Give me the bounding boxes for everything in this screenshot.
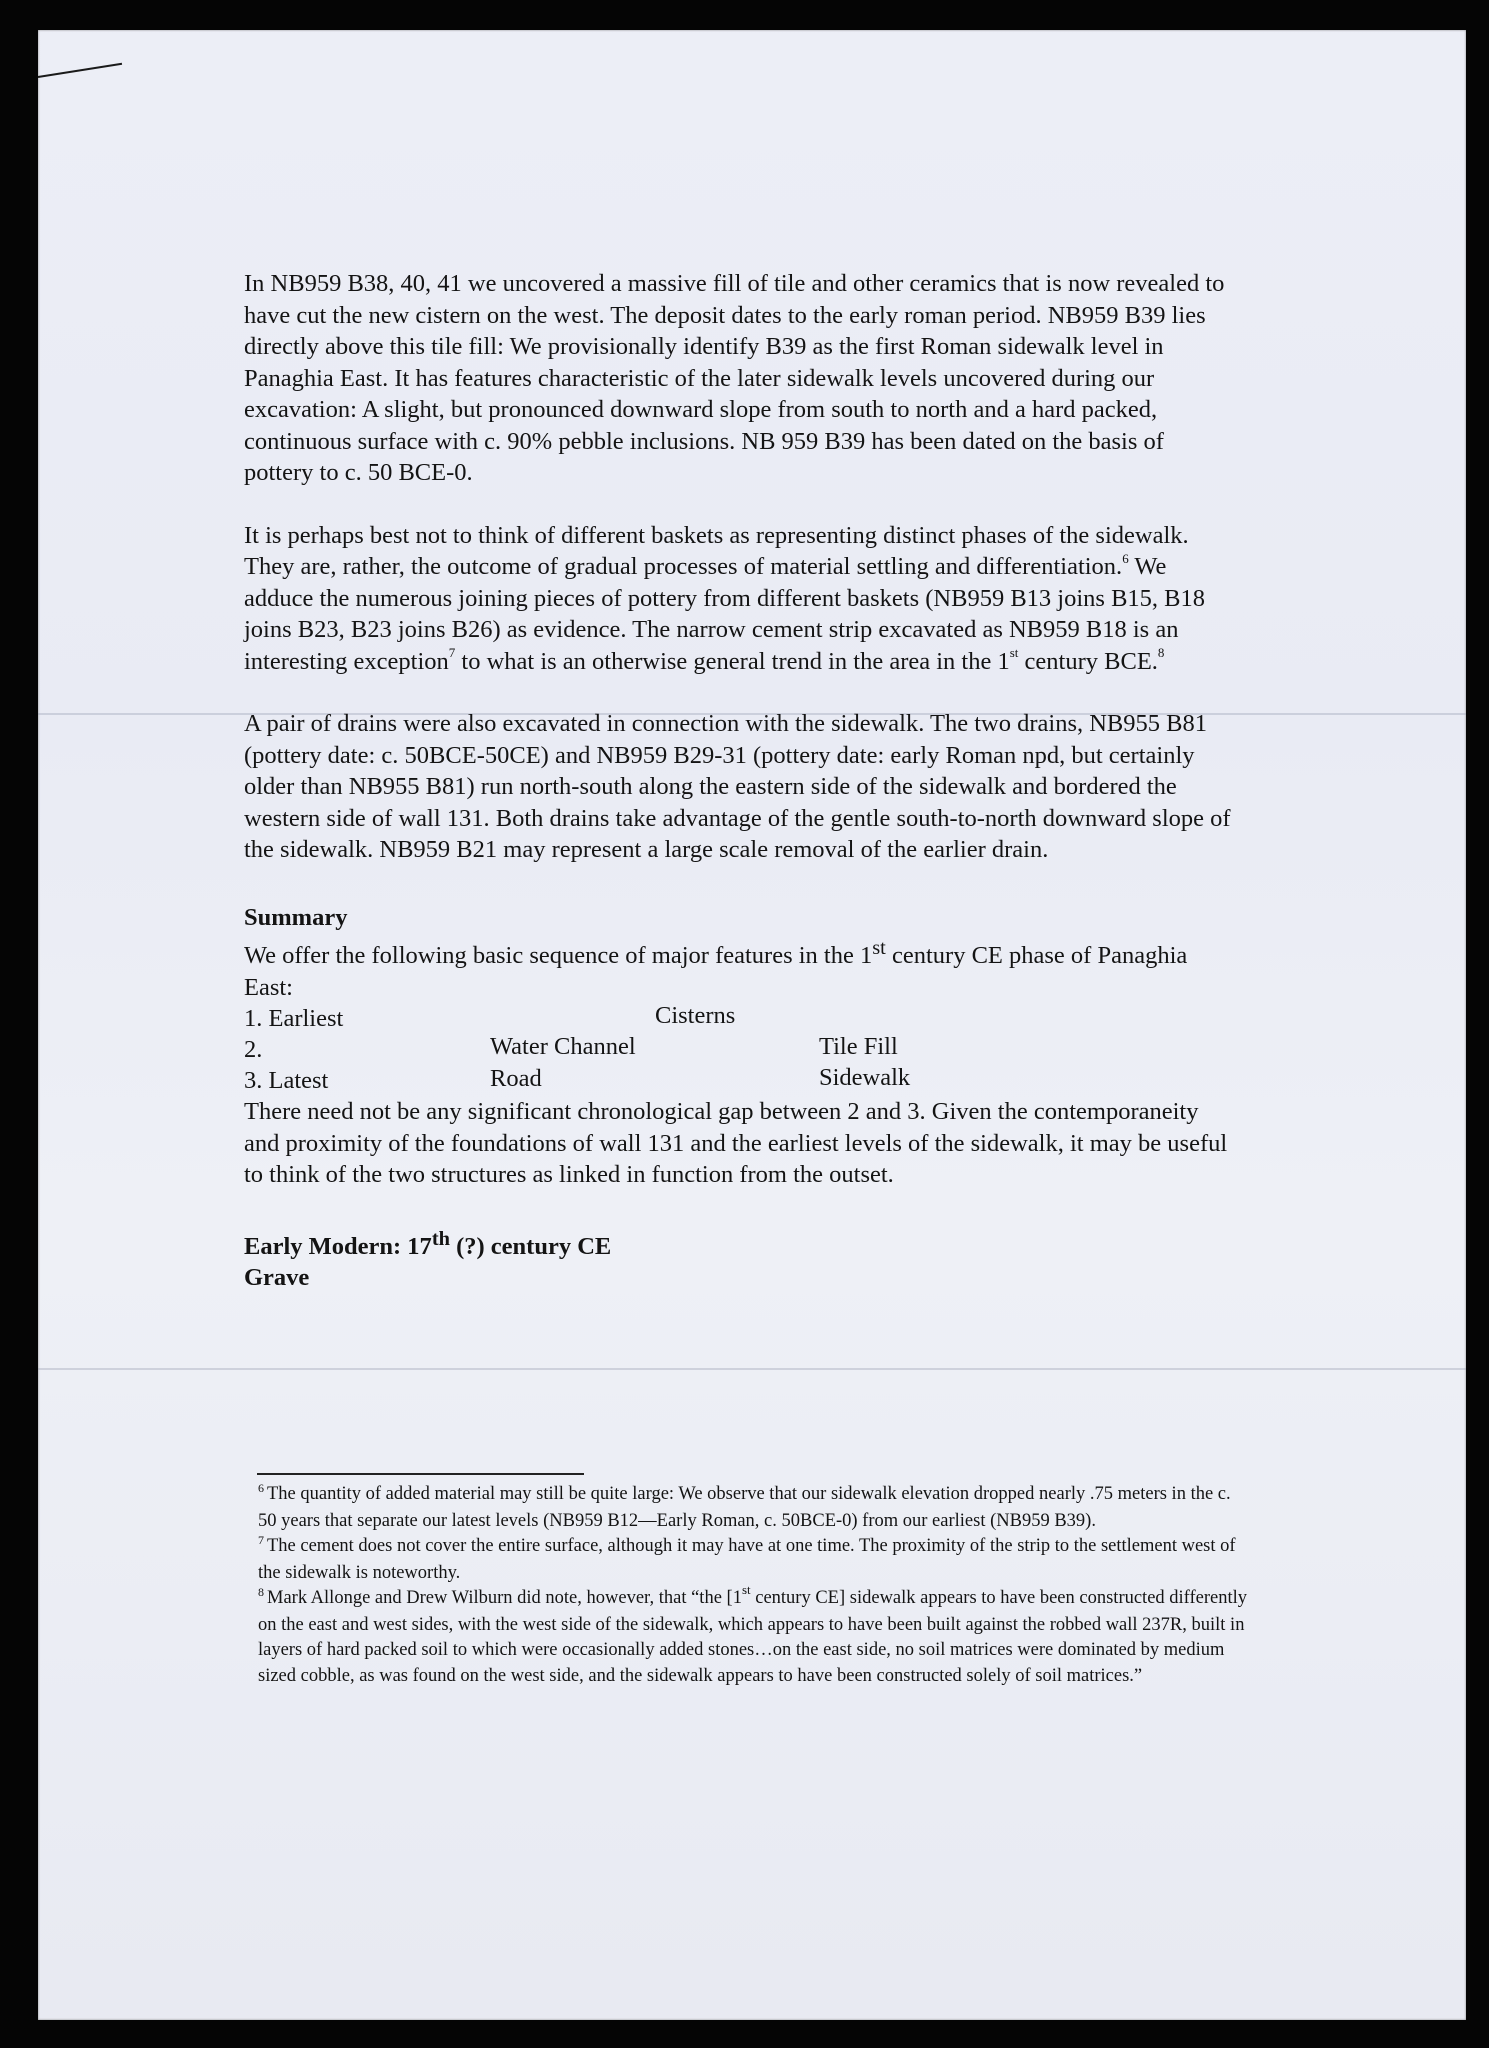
sequence-table bbox=[244, 1003, 1238, 1096]
paragraph-tile-fill bbox=[244, 268, 1238, 489]
footnote-ref-8[interactable]: 8 bbox=[1157, 645, 1165, 661]
body-text bbox=[244, 268, 1238, 1294]
sequence-row: 3. Latest Road Sidewalk bbox=[244, 1064, 911, 1095]
footnote-6: $^6$ The quantity of added material may still be quite large: We observe that our sidewalk elevation dropped nearly .75 meters in the c. 50 years that separate our latest levels (NB959 B12—Early Roman, c. 50BCE-0) from our earliest (NB959 B39). bbox=[258, 1481, 1231, 1531]
paper-fold-line bbox=[38, 1368, 1466, 1370]
summary-closing: There need not be any significant chronological gap between 2 and 3. Given the contemporaneity and proximity of the foundations of wall 131 and the earliest levels of the sidewalk, it may be useful to think of the two structures as linked in function from the outset. bbox=[244, 1098, 1228, 1189]
sequence-row: 1. Earliest Cisterns bbox=[244, 1002, 736, 1033]
footnote-ref-7[interactable]: 7 bbox=[448, 645, 456, 661]
paragraph-text: century BCE. bbox=[1018, 647, 1158, 675]
paragraph-drains bbox=[244, 708, 1238, 866]
summary-section bbox=[244, 902, 1238, 1191]
paragraph-baskets bbox=[244, 520, 1238, 678]
footnote-mark: 7 bbox=[258, 1533, 264, 1547]
paragraph-text: In NB959 B38, 40, 41 we uncovered a massive fill of tile and other ceramics that is now revealed to have cut the new cistern on the west. The deposit dates to the early roman period. NB959 B39 lies directly above this tile fill: We provisionally identify B39 as the first Roman sidewalk level in Panaghia East. It has features characteristic of the later sidewalk levels uncovered during our excavation: A slight, but pronounced downward slope from south to north and a hard packed, continuous surface with c. 90% pebble inclusions. NB 959 B39 has been dated on the basis of pottery to c. 50 BCE-0. bbox=[244, 270, 1225, 486]
footnote-8: $^8$ Mark Allonge and Drew Wilburn did note, however, that “the [1st century CE] sidewalk appears to have been constructed differently on the east and west sides, with the west side of the sidewalk, which appears to have been built against the robbed wall 237R, built in layers of hard packed soil to which were occasionally added stones…on the east side, no soil matrices were dominated by medium sized cobble, as was found on the west side, and the sidewalk appears to have been constructed solely of soil matrices.” bbox=[258, 1581, 1248, 1686]
ordinal-suffix: st bbox=[1009, 645, 1019, 661]
sequence-row: 2. Water Channel Tile Fill bbox=[244, 1033, 898, 1064]
summary-intro: We offer the following basic sequence of major features in the 1st century CE phase of Panaghia East: bbox=[244, 937, 1188, 1001]
paragraph-text: It is perhaps best not to think of different baskets as representing distinct phases of the sidewalk. They are, rather, the outcome of gradual processes of material settling and differentiation. bbox=[244, 521, 1189, 580]
summary-heading: Summary bbox=[244, 903, 348, 931]
section-subheading-grave: Grave bbox=[244, 1264, 310, 1292]
footnote-mark: 6 bbox=[258, 1481, 264, 1495]
footnote-separator bbox=[257, 1473, 584, 1475]
paragraph-text: to what is an otherwise general trend in the area in the 1 bbox=[455, 647, 1010, 675]
section-heading-early-modern: Early Modern: 17th (?) century CE bbox=[244, 1227, 612, 1260]
paragraph-text: We adduce the numerous joining pieces of pottery from different baskets (NB959 B13 joins B15, B18 joins B23, B23 joins B26) as evidence. The narrow cement strip excavated as NB959 B18 is an interesting exception bbox=[244, 553, 1206, 675]
footnote-ref-6[interactable]: 6 bbox=[1122, 550, 1129, 566]
footnotes bbox=[258, 1482, 1250, 1689]
footnote-7: $^7$ The cement does not cover the entire surface, although it may have at one time. The proximity of the strip to the settlement west of the sidewalk is noteworthy. bbox=[258, 1533, 1236, 1583]
paragraph-text: A pair of drains were also excavated in connection with the sidewalk. The two drains, NB955 B81 (pottery date: c. 50BCE-50CE) and NB959 B29-31 (pottery date: early Roman npd, but certainly older than NB955 B81) run north-south along the eastern side of the sidewalk and bordered the western side of wall 131. Both drains take advantage of the gentle south-to-north downward slope of the sidewalk. NB959 B21 may represent a large scale removal of the earlier drain. bbox=[244, 710, 1231, 863]
footnote-mark: 8 bbox=[258, 1585, 264, 1599]
